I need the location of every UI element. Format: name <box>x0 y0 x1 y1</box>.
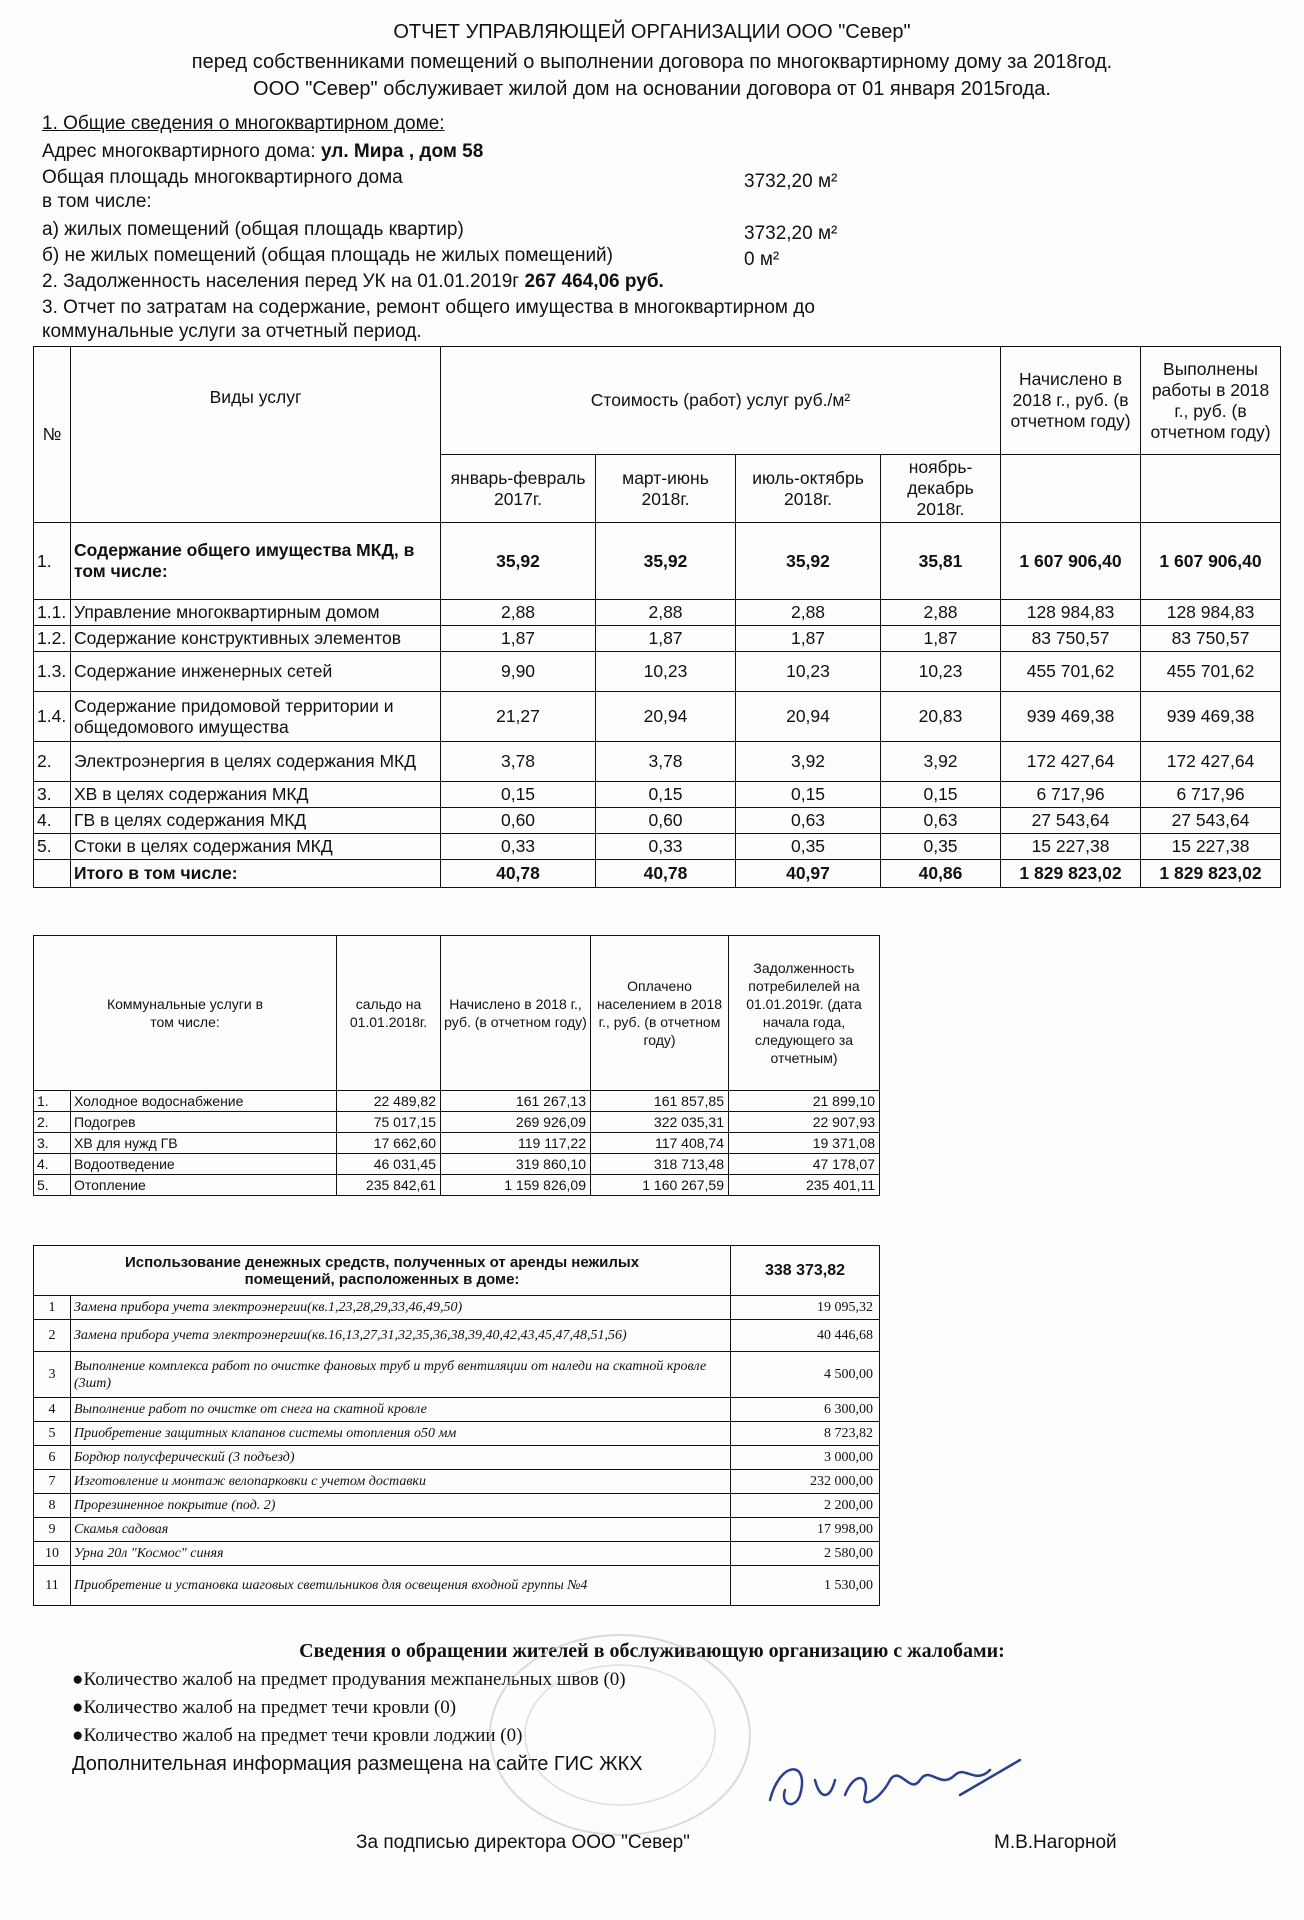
cell-desc: Выполнение комплекса работ по очистке фановых труб и труб вентиляции от наледи на скатной кровле (3шт) <box>71 1352 731 1398</box>
including-label: в том числе: <box>42 191 152 212</box>
cell-p2: 0,33 <box>596 834 736 860</box>
cell-done: 939 469,38 <box>1141 692 1281 742</box>
period-2: март-июнь 2018г. <box>596 455 736 523</box>
cell-no: 3 <box>34 1352 71 1398</box>
debt-row <box>42 270 664 294</box>
director-signature-image <box>760 1750 1030 1820</box>
cell-saldo: 75 017,15 <box>337 1112 441 1133</box>
cell-no: 10 <box>34 1542 71 1566</box>
signature-label: За подписью директора ООО "Север" <box>356 1832 690 1853</box>
cell-p3: 10,23 <box>736 652 881 692</box>
table-row <box>34 1518 880 1542</box>
complaints-title: Сведения о обращении жителей в обслуживающую организацию с жалобами: <box>299 1640 1005 1662</box>
cell-no: 9 <box>34 1518 71 1542</box>
nonliving-area-value: 0 м² <box>744 249 780 270</box>
table-row <box>34 652 1281 692</box>
cell-no: 8 <box>34 1494 71 1518</box>
rent-header-total: 338 373,82 <box>731 1246 880 1296</box>
cell-saldo: 235 842,61 <box>337 1175 441 1196</box>
col-header-no: № <box>34 347 71 523</box>
table-row <box>34 692 1281 742</box>
table-header-row <box>34 347 1281 455</box>
debt-label: 2. Задолженность населения перед УК на 01.01.2019г <box>42 271 520 292</box>
cell-p1: 0,33 <box>441 834 596 860</box>
cell-p2: 2,88 <box>596 600 736 626</box>
cell-p4: 35,81 <box>881 523 1001 600</box>
cell-p3: 2,88 <box>736 600 881 626</box>
general-section-title: 1. Общие сведения о многоквартирном доме: <box>42 113 445 134</box>
table-row <box>34 626 1281 652</box>
cell-charged: 161 267,13 <box>441 1091 591 1112</box>
cell-p2: 40,78 <box>596 860 736 888</box>
table-row <box>34 782 1281 808</box>
col-header-done: Выполнены работы в 2018 г., руб. (в отчетном году) <box>1141 347 1281 455</box>
table-row <box>34 1091 880 1112</box>
cell-sum: 40 446,68 <box>731 1320 880 1352</box>
table-row <box>34 1494 880 1518</box>
cell-p3: 0,35 <box>736 834 881 860</box>
cell-charged: 128 984,83 <box>1001 600 1141 626</box>
cell-p3: 1,87 <box>736 626 881 652</box>
cell-p2: 10,23 <box>596 652 736 692</box>
table-row <box>34 1175 880 1196</box>
cell-name: ХВ для нужд ГВ <box>71 1133 337 1154</box>
cell-p1: 2,88 <box>441 600 596 626</box>
total-area-value: 3732,20 м² <box>744 171 838 192</box>
table-row <box>34 1296 880 1320</box>
cell-desc: Изготовление и монтаж велопарковки с учетом доставки <box>71 1470 731 1494</box>
table-row <box>34 742 1281 782</box>
nonliving-area-label: б) не жилых помещений (общая площадь не жилых помещений) <box>42 245 614 266</box>
cell-no: 5. <box>34 834 71 860</box>
cell-desc: Бордюр полусферический (3 подъезд) <box>71 1446 731 1470</box>
maintenance-cost-table <box>33 346 1281 888</box>
cell-charged: 939 469,38 <box>1001 692 1141 742</box>
empty-cell <box>1001 455 1141 523</box>
table-row <box>34 1398 880 1422</box>
cell-paid: 322 035,31 <box>591 1112 729 1133</box>
cell-name: ХВ в целях содержания МКД <box>71 782 441 808</box>
cell-p3: 0,63 <box>736 808 881 834</box>
address-label: Адрес многоквартирного дома: <box>42 141 316 162</box>
cell-charged: 1 829 823,02 <box>1001 860 1141 888</box>
complaint-item: ●Количество жалоб на предмет течи кровли (0) <box>72 1697 457 1718</box>
period-4: ноябрь-декабрь 2018г. <box>881 455 1001 523</box>
cell-sum: 2 580,00 <box>731 1542 880 1566</box>
cell-p4: 3,92 <box>881 742 1001 782</box>
cell-no: 5 <box>34 1422 71 1446</box>
cell-p3: 0,15 <box>736 782 881 808</box>
cell-p4: 0,63 <box>881 808 1001 834</box>
table-row <box>34 1133 880 1154</box>
cell-p3: 40,97 <box>736 860 881 888</box>
report-title: ОТЧЕТ УПРАВЛЯЮЩЕЙ ОРГАНИЗАЦИИ ООО "Север" <box>393 21 911 43</box>
report-intro-continued: коммунальные услуги за отчетный период. <box>42 321 422 342</box>
cell-charged: 27 543,64 <box>1001 808 1141 834</box>
cell-done: 6 717,96 <box>1141 782 1281 808</box>
cell-p4: 20,83 <box>881 692 1001 742</box>
cell-p2: 0,60 <box>596 808 736 834</box>
cell-no: 2 <box>34 1320 71 1352</box>
utilities-col-service: Коммунальные услуги в том числе: <box>34 936 337 1091</box>
cell-desc: Урна 20л "Космос" синяя <box>71 1542 731 1566</box>
complaint-item: ●Количество жалоб на предмет течи кровли лоджии (0) <box>72 1725 523 1746</box>
period-1: январь-февраль 2017г. <box>441 455 596 523</box>
cell-desc: Скамья садовая <box>71 1518 731 1542</box>
utilities-col-debt: Задолженность потребилелей на 01.01.2019г. (дата начала года, следующего за отчетным) <box>729 936 880 1091</box>
cell-no: 4 <box>34 1398 71 1422</box>
complaint-item: ●Количество жалоб на предмет продувания межпанельных швов (0) <box>72 1669 626 1690</box>
cell-done: 1 607 906,40 <box>1141 523 1281 600</box>
cell-charged: 269 926,09 <box>441 1112 591 1133</box>
table-row <box>34 1446 880 1470</box>
cell-charged: 1 159 826,09 <box>441 1175 591 1196</box>
cell-name: Холодное водоснабжение <box>71 1091 337 1112</box>
cell-p1: 0,15 <box>441 782 596 808</box>
cell-no: 11 <box>34 1566 71 1606</box>
cell-no: 3. <box>34 1133 71 1154</box>
cell-desc: Прорезиненное покрытие (под. 2) <box>71 1494 731 1518</box>
cell-desc: Приобретение и установка шаговых светильников для освещения входной группы №4 <box>71 1566 731 1606</box>
report-contract-line: ООО "Север" обслуживает жилой дом на основании договора от 01 января 2015года. <box>253 78 1051 100</box>
cell-no: 1.3. <box>34 652 71 692</box>
table-row <box>34 1566 880 1606</box>
cell-name: Отопление <box>71 1175 337 1196</box>
cell-done: 15 227,38 <box>1141 834 1281 860</box>
utilities-table <box>33 935 880 1196</box>
cell-p2: 20,94 <box>596 692 736 742</box>
cell-no: 1 <box>34 1296 71 1320</box>
table-row <box>34 808 1281 834</box>
cell-p2: 0,15 <box>596 782 736 808</box>
cell-p3: 3,92 <box>736 742 881 782</box>
cell-sum: 19 095,32 <box>731 1296 880 1320</box>
cell-no: 5. <box>34 1175 71 1196</box>
empty-cell <box>1141 455 1281 523</box>
rent-header-title: Использование денежных средств, полученных от аренды нежилых помещений, расположенных в доме: <box>34 1246 731 1296</box>
cell-paid: 1 160 267,59 <box>591 1175 729 1196</box>
cell-name: Содержание конструктивных элементов <box>71 626 441 652</box>
cell-no: 4. <box>34 1154 71 1175</box>
cell-p3: 35,92 <box>736 523 881 600</box>
cell-debt: 47 178,07 <box>729 1154 880 1175</box>
cell-name: Содержание инженерных сетей <box>71 652 441 692</box>
cell-p4: 0,35 <box>881 834 1001 860</box>
cell-name: Итого в том числе: <box>71 860 441 888</box>
cell-sum: 8 723,82 <box>731 1422 880 1446</box>
cell-debt: 21 899,10 <box>729 1091 880 1112</box>
cell-p4: 2,88 <box>881 600 1001 626</box>
cell-sum: 3 000,00 <box>731 1446 880 1470</box>
cell-desc: Замена прибора учета электроэнергии(кв.1,23,28,29,33,46,49,50) <box>71 1296 731 1320</box>
cell-debt: 22 907,93 <box>729 1112 880 1133</box>
cell-p1: 9,90 <box>441 652 596 692</box>
table-row <box>34 523 1281 600</box>
utilities-col-paid: Оплачено населением в 2018 г., руб. (в отчетном году) <box>591 936 729 1091</box>
cell-charged: 15 227,38 <box>1001 834 1141 860</box>
cell-p1: 35,92 <box>441 523 596 600</box>
table-row <box>34 600 1281 626</box>
cell-paid: 117 408,74 <box>591 1133 729 1154</box>
additional-info: Дополнительная информация размещена на сайте ГИС ЖКХ <box>72 1753 643 1775</box>
cell-no: 3. <box>34 782 71 808</box>
debt-value: 267 464,06 руб. <box>524 271 664 292</box>
cell-done: 1 829 823,02 <box>1141 860 1281 888</box>
cell-no: 1.4. <box>34 692 71 742</box>
cell-sum: 232 000,00 <box>731 1470 880 1494</box>
cell-p1: 40,78 <box>441 860 596 888</box>
table-row <box>34 860 1281 888</box>
rent-usage-table <box>33 1245 880 1606</box>
cell-charged: 455 701,62 <box>1001 652 1141 692</box>
cell-name: ГВ в целях содержания МКД <box>71 808 441 834</box>
stamp-image <box>470 1620 770 1850</box>
cell-sum: 17 998,00 <box>731 1518 880 1542</box>
address-value: ул. Мира , дом 58 <box>320 141 484 162</box>
cell-p3: 20,94 <box>736 692 881 742</box>
cell-name: Стоки в целях содержания МКД <box>71 834 441 860</box>
cell-name: Электроэнергия в целях содержания МКД <box>71 742 441 782</box>
report-intro: 3. Отчет по затратам на содержание, ремонт общего имущества в многоквартирном до <box>42 297 815 318</box>
cell-desc: Выполнение работ по очистке от снега на скатной кровле <box>71 1398 731 1422</box>
table-row <box>34 1470 880 1494</box>
cell-no: 1. <box>34 1091 71 1112</box>
cell-done: 128 984,83 <box>1141 600 1281 626</box>
total-area-label: Общая площадь многоквартирного дома <box>42 167 403 188</box>
cell-name: Управление многоквартирным домом <box>71 600 441 626</box>
report-subtitle: перед собственниками помещений о выполнении договора по многоквартирному дому за 2018год. <box>191 51 1113 73</box>
cell-charged: 1 607 906,40 <box>1001 523 1141 600</box>
cell-no: 1.1. <box>34 600 71 626</box>
cell-charged: 172 427,64 <box>1001 742 1141 782</box>
period-3: июль-октябрь 2018г. <box>736 455 881 523</box>
director-name: М.В.Нагорной <box>994 1832 1117 1853</box>
table-row <box>34 1320 880 1352</box>
cell-done: 27 543,64 <box>1141 808 1281 834</box>
cell-sum: 6 300,00 <box>731 1398 880 1422</box>
cell-saldo: 17 662,60 <box>337 1133 441 1154</box>
col-header-charged: Начислено в 2018 г., руб. (в отчетном году) <box>1001 347 1141 455</box>
cell-desc: Замена прибора учета электроэнергии(кв.16,13,27,31,32,35,36,38,39,40,42,43,45,47,48,51,56) <box>71 1320 731 1352</box>
cell-sum: 4 500,00 <box>731 1352 880 1398</box>
utilities-col-charged: Начислено в 2018 г., руб. (в отчетном году) <box>441 936 591 1091</box>
cell-no: 2. <box>34 742 71 782</box>
utilities-header-row <box>34 936 880 1091</box>
cell-p4: 40,86 <box>881 860 1001 888</box>
cell-no: 1. <box>34 523 71 600</box>
utilities-col-saldo: сальдо на 01.01.2018г. <box>337 936 441 1091</box>
cell-desc: Приобретение защитных клапанов системы отопления о50 мм <box>71 1422 731 1446</box>
rent-header-row <box>34 1246 880 1296</box>
cell-p4: 1,87 <box>881 626 1001 652</box>
living-area-value: 3732,20 м² <box>744 223 838 244</box>
cell-saldo: 22 489,82 <box>337 1091 441 1112</box>
cell-debt: 235 401,11 <box>729 1175 880 1196</box>
cell-p4: 10,23 <box>881 652 1001 692</box>
cell-done: 455 701,62 <box>1141 652 1281 692</box>
cell-name: Содержание общего имущества МКД, в том числе: <box>71 523 441 600</box>
cell-saldo: 46 031,45 <box>337 1154 441 1175</box>
table-row <box>34 834 1281 860</box>
address-row <box>42 140 483 164</box>
cell-done: 83 750,57 <box>1141 626 1281 652</box>
cell-sum: 1 530,00 <box>731 1566 880 1606</box>
cell-sum: 2 200,00 <box>731 1494 880 1518</box>
cell-p1: 0,60 <box>441 808 596 834</box>
table-row <box>34 1154 880 1175</box>
table-row <box>34 1542 880 1566</box>
cell-no: 1.2. <box>34 626 71 652</box>
cell-paid: 318 713,48 <box>591 1154 729 1175</box>
cell-done: 172 427,64 <box>1141 742 1281 782</box>
cell-charged: 119 117,22 <box>441 1133 591 1154</box>
cell-name: Водоотведение <box>71 1154 337 1175</box>
cell-p2: 3,78 <box>596 742 736 782</box>
cell-p1: 1,87 <box>441 626 596 652</box>
cell-no: 4. <box>34 808 71 834</box>
cell-no: 2. <box>34 1112 71 1133</box>
cell-debt: 19 371,08 <box>729 1133 880 1154</box>
living-area-label: а) жилых помещений (общая площадь квартир) <box>42 219 464 240</box>
cell-no: 7 <box>34 1470 71 1494</box>
cell-p4: 0,15 <box>881 782 1001 808</box>
cell-p2: 35,92 <box>596 523 736 600</box>
col-header-service: Виды услуг <box>71 347 441 523</box>
table-row <box>34 1422 880 1446</box>
cell-p1: 3,78 <box>441 742 596 782</box>
cell-charged: 83 750,57 <box>1001 626 1141 652</box>
cell-p2: 1,87 <box>596 626 736 652</box>
cell-no: 6 <box>34 1446 71 1470</box>
cell-name: Содержание придомовой территории и общедомового имущества <box>71 692 441 742</box>
table-row <box>34 1112 880 1133</box>
cell-no <box>34 860 71 888</box>
col-header-cost: Стоимость (работ) услуг руб./м² <box>441 347 1001 455</box>
cell-paid: 161 857,85 <box>591 1091 729 1112</box>
cell-p1: 21,27 <box>441 692 596 742</box>
cell-charged: 6 717,96 <box>1001 782 1141 808</box>
table-row <box>34 1352 880 1398</box>
cell-charged: 319 860,10 <box>441 1154 591 1175</box>
cell-name: Подогрев <box>71 1112 337 1133</box>
